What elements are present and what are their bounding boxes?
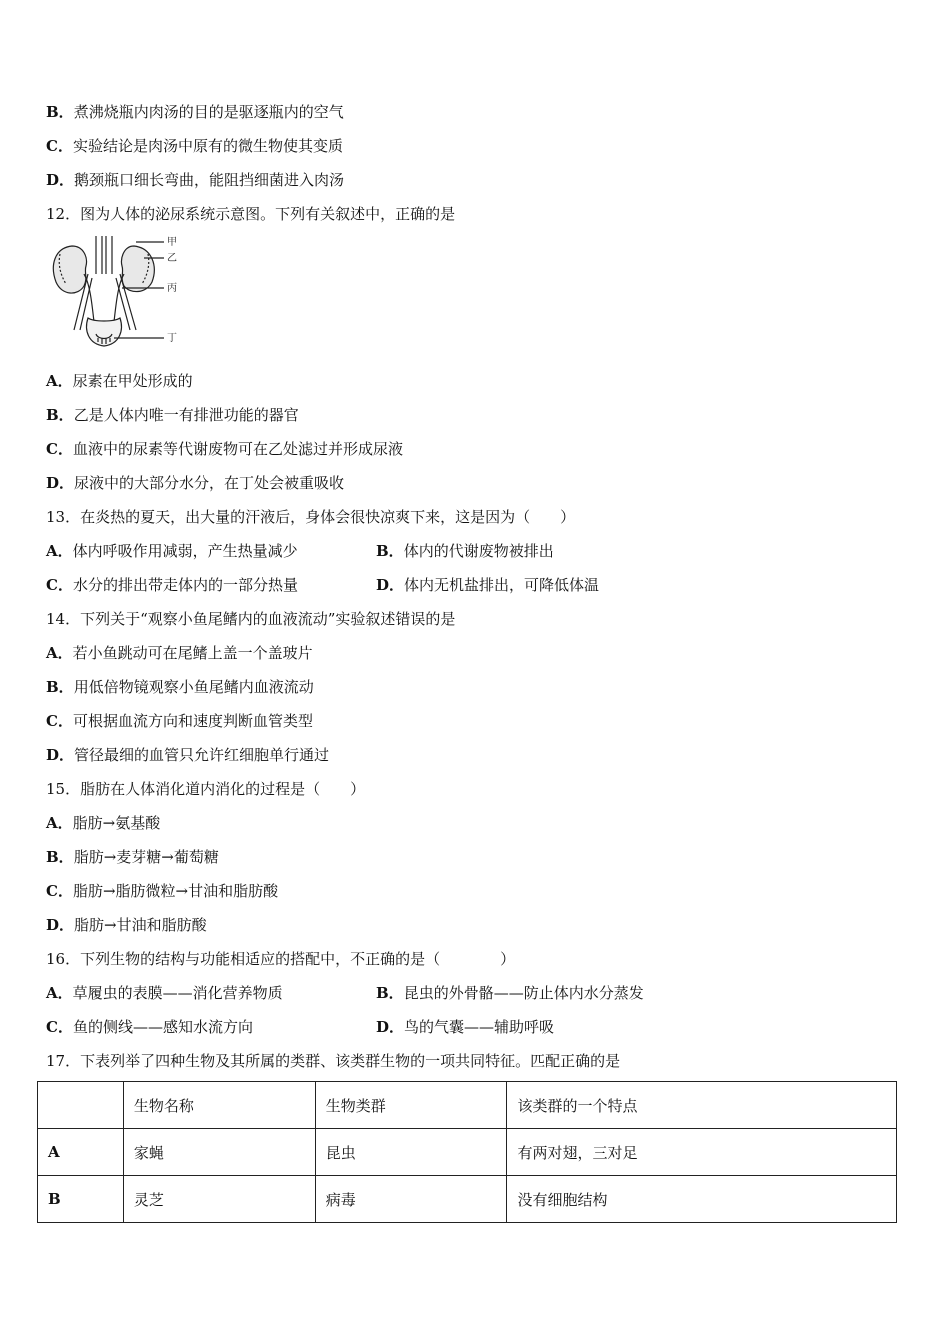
table-header-cell: 生物名称	[123, 1082, 315, 1129]
q13-option-a: A．体内呼吸作用减弱，产生热量减少	[46, 542, 298, 560]
table-header-cell: 该类群的一个特点	[507, 1082, 897, 1129]
q11-option-d: D．鹅颈瓶口细长弯曲，能阻挡细菌进入肉汤	[46, 171, 345, 189]
q17-stem: 17．下表列举了四种生物及其所属的类群、该类群生物的一项共同特征。匹配正确的是	[46, 1052, 621, 1070]
q11-option-b: B．煮沸烧瓶内肉汤的目的是驱逐瓶内的空气	[46, 103, 344, 121]
q12-option-c: C．血液中的尿素等代谢废物可在乙处滤过并形成尿液	[46, 440, 403, 458]
q14-option-c: C．可根据血流方向和速度判断血管类型	[46, 712, 313, 730]
urinary-system-diagram	[44, 234, 184, 350]
q12-option-d: D．尿液中的大部分水分，在丁处会被重吸收	[46, 474, 345, 492]
q14-option-a: A．若小鱼跳动可在尾鳍上盖一个盖玻片	[46, 644, 313, 662]
q13-stem: 13．在炎热的夏天，出大量的汗液后，身体会很快凉爽下来，这是因为（ ）	[46, 508, 576, 526]
table-cell: 灵芝	[123, 1176, 315, 1223]
diagram-label-jia: 甲	[167, 237, 177, 248]
table-cell: 有两对翅，三对足	[507, 1129, 897, 1176]
q12-option-b: B．乙是人体内唯一有排泄功能的器官	[46, 406, 299, 424]
q16-option-b: B．昆虫的外骨骼——防止体内水分蒸发	[376, 984, 644, 1002]
table-header-row	[38, 1082, 897, 1129]
table-header-cell	[38, 1082, 124, 1129]
table-row	[38, 1176, 897, 1223]
q16-option-a: A．草履虫的表膜——消化营养物质	[46, 984, 283, 1002]
table-row	[38, 1129, 897, 1176]
q14-option-d: D．管径最细的血管只允许红细胞单行通过	[46, 746, 330, 764]
table-cell: A	[38, 1129, 124, 1176]
q14-option-b: B．用低倍物镜观察小鱼尾鳍内血液流动	[46, 678, 314, 696]
q12-stem: 12．图为人体的泌尿系统示意图。下列有关叙述中，正确的是	[46, 205, 456, 223]
table-cell: 病毒	[315, 1176, 507, 1223]
table-header-cell: 生物类群	[315, 1082, 507, 1129]
q13-option-d: D．体内无机盐排出，可降低体温	[376, 576, 600, 594]
q16-option-d: D．鸟的气囊——辅助呼吸	[376, 1018, 555, 1036]
q13-option-c: C．水分的排出带走体内的一部分热量	[46, 576, 298, 594]
table-cell: B	[38, 1176, 124, 1223]
q11-option-c: C．实验结论是肉汤中原有的微生物使其变质	[46, 137, 343, 155]
q15-option-b: B．脂肪→麦芽糖→葡萄糖	[46, 848, 219, 866]
q15-option-a: A．脂肪→氨基酸	[46, 814, 161, 832]
q17-table	[37, 1081, 897, 1223]
q16-option-c: C．鱼的侧线——感知水流方向	[46, 1018, 253, 1036]
table-cell: 没有细胞结构	[507, 1176, 897, 1223]
table-cell: 昆虫	[315, 1129, 507, 1176]
q14-stem: 14．下列关于“观察小鱼尾鳍内的血液流动”实验叙述错误的是	[46, 610, 456, 628]
q15-option-c: C．脂肪→脂肪微粒→甘油和脂肪酸	[46, 882, 279, 900]
diagram-label-yi: 乙	[167, 253, 177, 264]
diagram-label-ding: 丁	[167, 333, 177, 344]
q13-option-b: B．体内的代谢废物被排出	[376, 542, 554, 560]
q15-option-d: D．脂肪→甘油和脂肪酸	[46, 916, 207, 934]
table-cell: 家蝇	[123, 1129, 315, 1176]
q15-stem: 15．脂肪在人体消化道内消化的过程是（ ）	[46, 780, 366, 798]
diagram-label-bing: 丙	[167, 283, 177, 294]
q12-option-a: A．尿素在甲处形成的	[46, 372, 193, 390]
q16-stem: 16．下列生物的结构与功能相适应的搭配中，不正确的是（ ）	[46, 950, 516, 968]
